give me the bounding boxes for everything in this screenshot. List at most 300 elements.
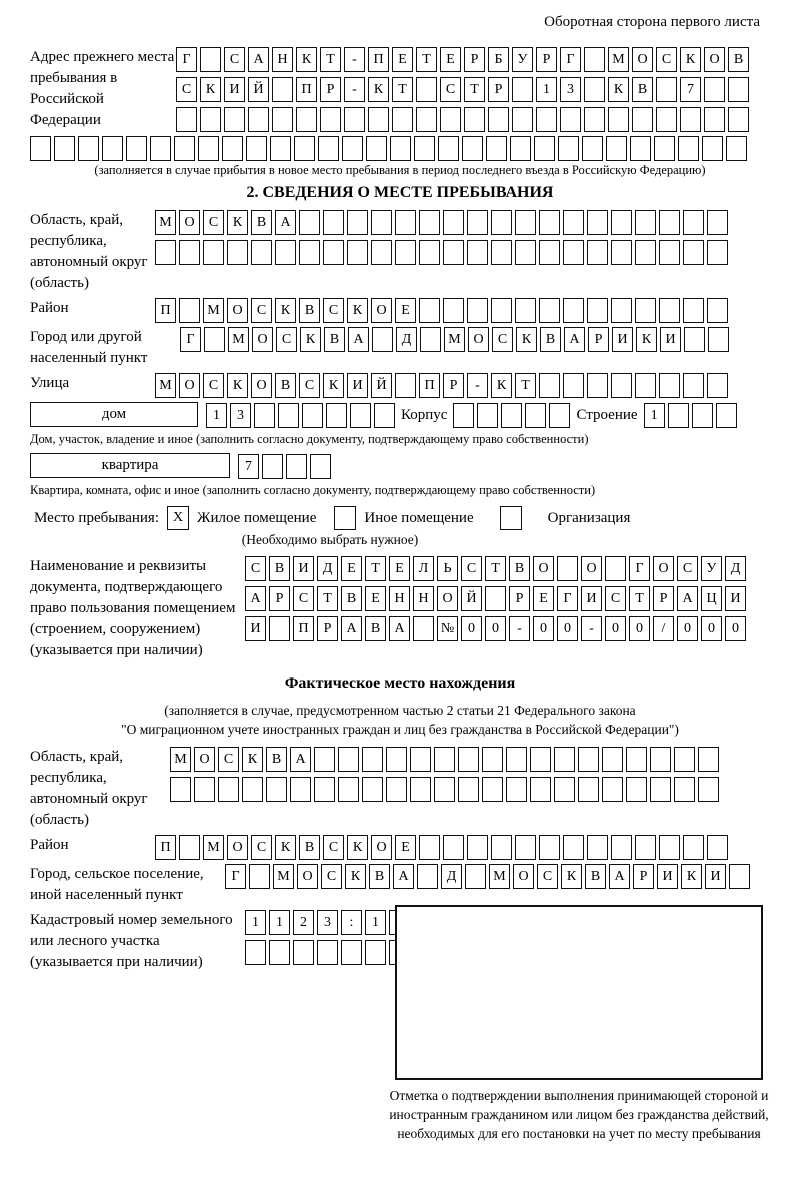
char-cell[interactable] [707,373,728,398]
char-cell[interactable]: И [224,77,245,102]
char-cell[interactable]: 7 [680,77,701,102]
char-cell[interactable] [506,747,527,772]
char-cell[interactable]: А [348,327,369,352]
char-cell[interactable] [726,136,747,161]
char-cell[interactable]: М [203,835,224,860]
char-cell[interactable]: М [273,864,294,889]
char-cell[interactable] [434,777,455,802]
char-cell[interactable]: 0 [533,616,554,641]
char-cell[interactable]: А [677,586,698,611]
char-cell[interactable] [350,403,371,428]
char-cell[interactable] [659,298,680,323]
char-cell[interactable] [262,454,283,479]
char-cell[interactable] [419,210,440,235]
char-cell[interactable] [386,747,407,772]
char-cell[interactable]: Д [396,327,417,352]
char-cell[interactable] [632,107,653,132]
actual-district-row[interactable] [155,835,728,860]
char-cell[interactable]: С [461,556,482,581]
char-cell[interactable]: М [155,210,176,235]
actual-city-row[interactable] [225,864,750,889]
char-cell[interactable] [606,136,627,161]
char-cell[interactable] [368,107,389,132]
char-cell[interactable]: Т [416,47,437,72]
char-cell[interactable] [248,107,269,132]
char-cell[interactable] [704,107,725,132]
char-cell[interactable] [314,747,335,772]
char-cell[interactable]: С [323,835,344,860]
char-cell[interactable] [395,373,416,398]
char-cell[interactable] [707,210,728,235]
char-cell[interactable]: Н [389,586,410,611]
char-cell[interactable] [554,777,575,802]
char-cell[interactable] [680,107,701,132]
char-cell[interactable]: Т [320,47,341,72]
char-cell[interactable] [323,210,344,235]
char-cell[interactable] [530,747,551,772]
char-cell[interactable]: Р [633,864,654,889]
char-cell[interactable]: В [365,616,386,641]
char-cell[interactable] [558,136,579,161]
actual-region-row-1[interactable] [170,747,719,772]
korpus-row[interactable] [453,403,570,428]
char-cell[interactable] [227,240,248,265]
char-cell[interactable]: К [345,864,366,889]
char-cell[interactable] [554,747,575,772]
char-cell[interactable] [438,136,459,161]
char-cell[interactable] [707,835,728,860]
char-cell[interactable] [372,327,393,352]
char-cell[interactable] [419,240,440,265]
char-cell[interactable]: Д [725,556,746,581]
char-cell[interactable] [458,747,479,772]
char-cell[interactable]: Г [560,47,581,72]
char-cell[interactable] [582,136,603,161]
char-cell[interactable] [278,403,299,428]
char-cell[interactable] [362,747,383,772]
char-cell[interactable]: И [725,586,746,611]
char-cell[interactable]: И [293,556,314,581]
char-cell[interactable] [563,373,584,398]
char-cell[interactable] [728,77,749,102]
char-cell[interactable]: С [203,373,224,398]
char-cell[interactable]: В [299,298,320,323]
char-cell[interactable]: П [155,835,176,860]
char-cell[interactable]: Р [320,77,341,102]
char-cell[interactable] [635,210,656,235]
char-cell[interactable] [539,210,560,235]
char-cell[interactable] [443,835,464,860]
char-cell[interactable] [374,403,395,428]
char-cell[interactable]: Р [317,616,338,641]
char-cell[interactable] [563,835,584,860]
char-cell[interactable]: Е [392,47,413,72]
char-cell[interactable] [30,136,51,161]
char-cell[interactable] [310,454,331,479]
char-cell[interactable] [611,835,632,860]
char-cell[interactable]: А [389,616,410,641]
char-cell[interactable]: И [245,616,266,641]
char-cell[interactable]: К [227,210,248,235]
char-cell[interactable]: Д [441,864,462,889]
char-cell[interactable]: С [176,77,197,102]
char-cell[interactable]: А [290,747,311,772]
char-cell[interactable]: - [581,616,602,641]
char-cell[interactable]: К [200,77,221,102]
char-cell[interactable]: Р [653,586,674,611]
char-cell[interactable] [410,747,431,772]
char-cell[interactable]: 1 [245,910,266,935]
char-cell[interactable] [560,107,581,132]
char-cell[interactable] [698,747,719,772]
char-cell[interactable] [198,136,219,161]
char-cell[interactable]: : [341,910,362,935]
char-cell[interactable]: 1 [269,910,290,935]
char-cell[interactable] [365,940,386,965]
char-cell[interactable]: П [419,373,440,398]
stay-checkbox-other[interactable] [334,506,356,530]
char-cell[interactable] [54,136,75,161]
char-cell[interactable] [269,940,290,965]
char-cell[interactable]: 1 [365,910,386,935]
char-cell[interactable] [539,835,560,860]
char-cell[interactable]: В [275,373,296,398]
char-cell[interactable]: К [323,373,344,398]
document-row-1[interactable] [245,556,746,581]
char-cell[interactable] [635,835,656,860]
char-cell[interactable]: 0 [485,616,506,641]
char-cell[interactable]: Т [365,556,386,581]
char-cell[interactable] [170,777,191,802]
char-cell[interactable]: К [681,864,702,889]
char-cell[interactable] [563,240,584,265]
char-cell[interactable]: Е [389,556,410,581]
char-cell[interactable] [410,777,431,802]
char-cell[interactable] [326,403,347,428]
char-cell[interactable]: Г [180,327,201,352]
char-cell[interactable] [707,240,728,265]
char-cell[interactable] [512,77,533,102]
char-cell[interactable] [290,777,311,802]
char-cell[interactable]: 3 [560,77,581,102]
char-cell[interactable] [417,864,438,889]
char-cell[interactable] [341,940,362,965]
char-cell[interactable]: 0 [605,616,626,641]
char-cell[interactable]: Р [588,327,609,352]
char-cell[interactable]: О [437,586,458,611]
char-cell[interactable]: Г [629,556,650,581]
char-cell[interactable]: К [491,373,512,398]
char-cell[interactable] [482,777,503,802]
char-cell[interactable]: К [368,77,389,102]
char-cell[interactable] [453,403,474,428]
char-cell[interactable] [102,136,123,161]
char-cell[interactable] [150,136,171,161]
char-cell[interactable] [674,747,695,772]
char-cell[interactable] [179,298,200,323]
char-cell[interactable] [413,616,434,641]
char-cell[interactable] [659,373,680,398]
char-cell[interactable]: С [276,327,297,352]
char-cell[interactable] [668,403,689,428]
char-cell[interactable] [656,107,677,132]
char-cell[interactable] [491,210,512,235]
char-cell[interactable]: 3 [230,403,251,428]
char-cell[interactable] [347,210,368,235]
char-cell[interactable] [704,77,725,102]
char-cell[interactable] [126,136,147,161]
char-cell[interactable] [251,240,272,265]
char-cell[interactable]: - [344,47,365,72]
char-cell[interactable]: В [269,556,290,581]
char-cell[interactable] [515,835,536,860]
char-cell[interactable]: О [704,47,725,72]
char-cell[interactable] [420,327,441,352]
char-cell[interactable]: Й [248,77,269,102]
char-cell[interactable]: О [371,835,392,860]
char-cell[interactable] [501,403,522,428]
house-number-row[interactable] [206,403,395,428]
char-cell[interactable] [557,556,578,581]
char-cell[interactable] [299,210,320,235]
char-cell[interactable]: К [516,327,537,352]
char-cell[interactable]: А [393,864,414,889]
char-cell[interactable] [674,777,695,802]
char-cell[interactable] [530,777,551,802]
char-cell[interactable] [630,136,651,161]
char-cell[interactable] [510,136,531,161]
char-cell[interactable]: Г [557,586,578,611]
char-cell[interactable] [323,240,344,265]
char-cell[interactable] [683,298,704,323]
stroenie-row[interactable] [644,403,737,428]
char-cell[interactable] [179,835,200,860]
char-cell[interactable] [515,240,536,265]
document-row-3[interactable] [245,616,746,641]
char-cell[interactable]: В [341,586,362,611]
char-cell[interactable]: С [323,298,344,323]
char-cell[interactable] [611,210,632,235]
char-cell[interactable] [317,940,338,965]
char-cell[interactable]: П [368,47,389,72]
char-cell[interactable] [224,107,245,132]
char-cell[interactable]: А [564,327,585,352]
prev-address-row-2[interactable] [176,77,749,102]
char-cell[interactable]: М [444,327,465,352]
char-cell[interactable] [611,373,632,398]
char-cell[interactable] [275,240,296,265]
char-cell[interactable] [683,835,704,860]
char-cell[interactable]: М [203,298,224,323]
char-cell[interactable] [683,373,704,398]
char-cell[interactable] [395,210,416,235]
char-cell[interactable]: 0 [701,616,722,641]
char-cell[interactable]: О [227,298,248,323]
char-cell[interactable]: О [252,327,273,352]
char-cell[interactable]: Р [269,586,290,611]
prev-address-row-1[interactable] [176,47,749,72]
char-cell[interactable] [659,240,680,265]
char-cell[interactable]: Г [225,864,246,889]
char-cell[interactable]: В [251,210,272,235]
char-cell[interactable]: М [608,47,629,72]
char-cell[interactable] [416,77,437,102]
char-cell[interactable]: № [437,616,458,641]
char-cell[interactable] [486,136,507,161]
char-cell[interactable]: 0 [461,616,482,641]
char-cell[interactable] [222,136,243,161]
char-cell[interactable]: - [344,77,365,102]
char-cell[interactable]: 1 [644,403,665,428]
char-cell[interactable] [477,403,498,428]
char-cell[interactable] [716,403,737,428]
char-cell[interactable] [338,747,359,772]
char-cell[interactable] [395,240,416,265]
char-cell[interactable] [659,210,680,235]
char-cell[interactable]: Р [464,47,485,72]
char-cell[interactable]: 7 [238,454,259,479]
char-cell[interactable] [78,136,99,161]
char-cell[interactable] [525,403,546,428]
char-cell[interactable]: Е [365,586,386,611]
char-cell[interactable]: 1 [536,77,557,102]
char-cell[interactable]: И [347,373,368,398]
char-cell[interactable] [294,136,315,161]
char-cell[interactable]: О [297,864,318,889]
char-cell[interactable] [390,136,411,161]
actual-region-row-2[interactable] [170,777,719,802]
char-cell[interactable]: В [324,327,345,352]
char-cell[interactable] [728,107,749,132]
char-cell[interactable] [650,747,671,772]
char-cell[interactable] [204,327,225,352]
char-cell[interactable] [578,777,599,802]
char-cell[interactable]: Й [371,373,392,398]
char-cell[interactable]: А [341,616,362,641]
char-cell[interactable] [578,747,599,772]
char-cell[interactable] [155,240,176,265]
char-cell[interactable] [342,136,363,161]
char-cell[interactable]: Л [413,556,434,581]
char-cell[interactable] [293,940,314,965]
char-cell[interactable] [678,136,699,161]
char-cell[interactable] [515,298,536,323]
char-cell[interactable] [611,240,632,265]
char-cell[interactable] [462,136,483,161]
char-cell[interactable] [176,107,197,132]
char-cell[interactable] [416,107,437,132]
char-cell[interactable] [491,240,512,265]
char-cell[interactable] [587,210,608,235]
stay-checkbox-organization[interactable] [500,506,522,530]
char-cell[interactable]: Й [461,586,482,611]
char-cell[interactable] [584,47,605,72]
char-cell[interactable]: Р [509,586,530,611]
char-cell[interactable] [491,835,512,860]
char-cell[interactable]: В [369,864,390,889]
char-cell[interactable] [587,835,608,860]
char-cell[interactable] [698,777,719,802]
char-cell[interactable]: 0 [725,616,746,641]
char-cell[interactable] [563,298,584,323]
char-cell[interactable] [683,240,704,265]
char-cell[interactable] [683,210,704,235]
char-cell[interactable] [443,210,464,235]
char-cell[interactable]: О [179,210,200,235]
char-cell[interactable]: И [612,327,633,352]
char-cell[interactable] [318,136,339,161]
char-cell[interactable] [338,777,359,802]
char-cell[interactable] [692,403,713,428]
char-cell[interactable]: О [533,556,554,581]
char-cell[interactable] [245,940,266,965]
char-cell[interactable]: О [581,556,602,581]
char-cell[interactable]: А [609,864,630,889]
char-cell[interactable] [707,298,728,323]
char-cell[interactable]: Е [533,586,554,611]
char-cell[interactable] [440,107,461,132]
char-cell[interactable] [635,240,656,265]
char-cell[interactable]: Ц [701,586,722,611]
char-cell[interactable]: О [194,747,215,772]
document-row-2[interactable] [245,586,746,611]
char-cell[interactable]: 0 [629,616,650,641]
char-cell[interactable]: С [224,47,245,72]
char-cell[interactable]: А [245,586,266,611]
char-cell[interactable]: Г [176,47,197,72]
char-cell[interactable]: К [347,835,368,860]
char-cell[interactable]: С [677,556,698,581]
char-cell[interactable] [464,107,485,132]
char-cell[interactable]: О [179,373,200,398]
char-cell[interactable]: В [540,327,561,352]
char-cell[interactable] [539,240,560,265]
char-cell[interactable] [512,107,533,132]
char-cell[interactable]: К [242,747,263,772]
char-cell[interactable] [534,136,555,161]
char-cell[interactable]: Е [440,47,461,72]
char-cell[interactable]: С [293,586,314,611]
char-cell[interactable]: Д [317,556,338,581]
char-cell[interactable] [684,327,705,352]
char-cell[interactable] [602,747,623,772]
char-cell[interactable] [563,210,584,235]
char-cell[interactable] [366,136,387,161]
char-cell[interactable] [539,373,560,398]
char-cell[interactable]: Р [488,77,509,102]
char-cell[interactable]: В [632,77,653,102]
char-cell[interactable] [587,240,608,265]
char-cell[interactable] [174,136,195,161]
char-cell[interactable]: И [657,864,678,889]
char-cell[interactable] [611,298,632,323]
char-cell[interactable]: В [585,864,606,889]
char-cell[interactable]: О [468,327,489,352]
char-cell[interactable]: О [251,373,272,398]
char-cell[interactable] [200,47,221,72]
char-cell[interactable]: М [228,327,249,352]
char-cell[interactable]: С [203,210,224,235]
city-row[interactable] [180,327,729,352]
char-cell[interactable] [246,136,267,161]
char-cell[interactable] [179,240,200,265]
char-cell[interactable] [626,777,647,802]
char-cell[interactable]: С [440,77,461,102]
char-cell[interactable] [485,586,506,611]
char-cell[interactable] [702,136,723,161]
char-cell[interactable]: Р [443,373,464,398]
char-cell[interactable] [443,240,464,265]
